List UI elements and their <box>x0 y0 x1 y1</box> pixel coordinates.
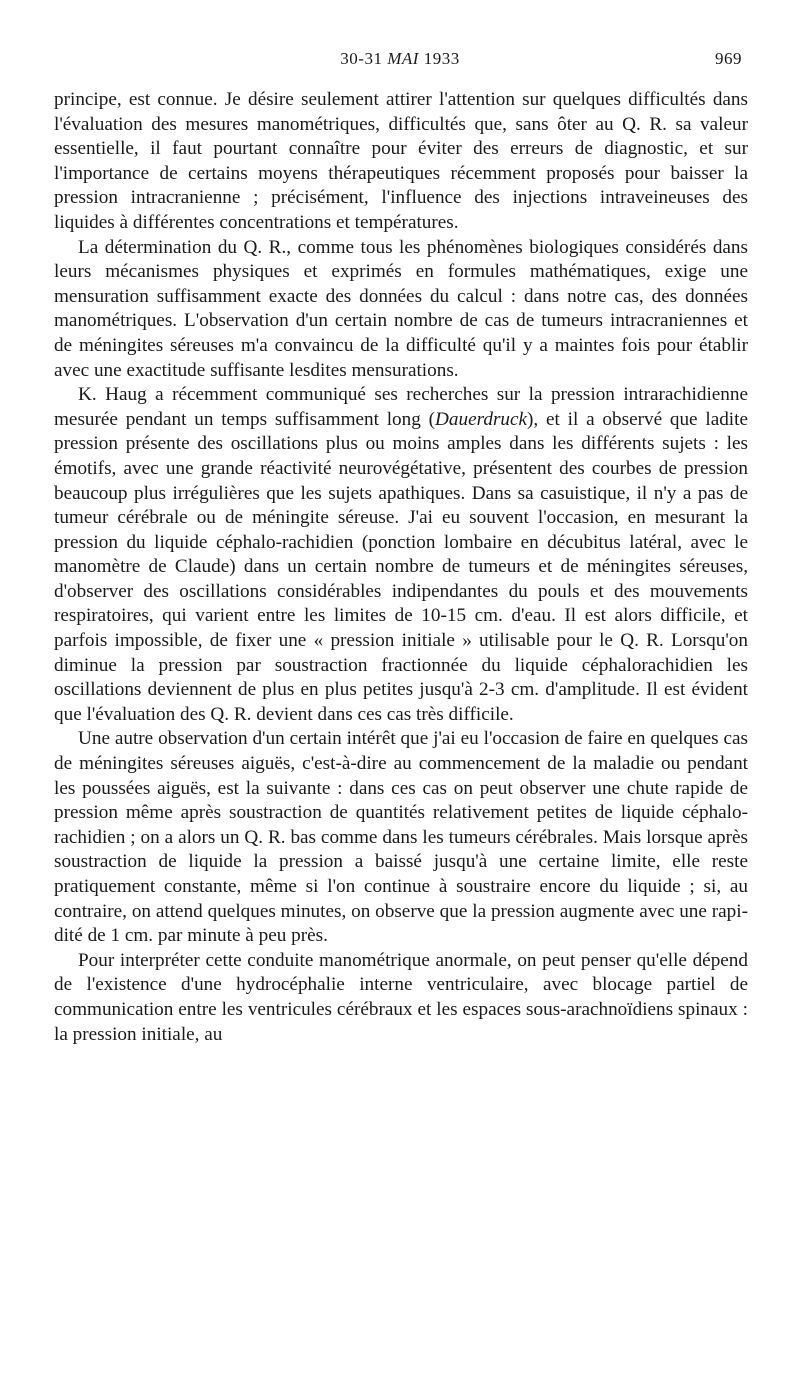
header-year: 1933 <box>423 49 460 68</box>
paragraph-3-part-2: ), et il a observé que ladite pression présente des oscillations plus ou moins amples dans les différents sujets : les émotifs, avec une grande réactivité neurovégétative, présentent des courbes de pression beaucoup plus irrégulières que les sujets apathiques. Dans sa casuistique, il n'y a pas de tumeur cérébrale ou de méningite séreuse. J'ai eu souvent l'occasion, en mesurant la pression du liquide céphalo-rachidien (ponction lombaire en décubitus latéral, avec le manomètre de Claude) dans un certain nombre de tumeurs et de méningites séreuses, d'observer des oscillations considérables indipendantes du pouls et des mouvements respiratoires, qui varient entre les limites de 10-15 cm. d'eau. Il est alors difficile, et parfois impossible, de fixer une « pression initiale » utilisable pour le Q. R. Lorsqu'on diminue la pression par soustraction fractionnée du liquide céphalorachidien les oscillations deviennent de plus en plus petites jusqu'à 2-3 cm. d'amplitude. Il est évident que l'évaluation des Q. R. devient dans ces cas très difficile. <box>54 408 748 725</box>
running-head <box>0 46 800 72</box>
paragraph-3-part-1: K. Haug a récemment communiqué ses recherches sur la pression intrarachidienne mesurée pendant un temps suffisamment long ( <box>54 384 748 430</box>
paragraph-4: Une autre observation d'un certain intérêt que j'ai eu l'occasion de faire en quelques cas de méningites séreuses aiguës, c'est-à-dire au commencement de la maladie ou pendant les poussées aiguës, est la suivante : dans ces cas on peut observer une chute rapide de pression même après soustraction de quantités relativement petites de liquide céphalo-rachidien ; on a alors un Q. R. bas comme dans les tumeurs cérébrales. Mais lorsque après soustraction de liquide la pression a baissé jusqu'à une certaine limite, elle reste pratiquement constante, même si l'on continue à soustraire encore du liquide ; si, au contraire, on attend quelques minutes, on observe que la pression augmente avec une rapidité de 1 cm. par minute à peu près. <box>54 728 748 947</box>
paragraph-2: La détermination du Q. R., comme tous les phénomènes biologiques considérés dans leurs mécanismes physiques et exprimés en formules mathématiques, exige une mensuration suffisamment exacte des données du calcul : dans notre cas, des données manométriques. L'observation d'un certain nombre de cas de tumeurs intracraniennes et de méningites séreuses m'a convaincu de la difficulté qu'il y a maintes fois pour établir avec une exactitude suffisante lesdites mensurations. <box>54 236 748 381</box>
paragraph-5: Pour interpréter cette conduite manométrique anormale, on peut penser qu'elle dépend de l'existence d'une hydrocéphalie interne ventriculaire, avec blocage partiel de communication entre les ventricules cérébraux et les espaces sous-arachnoïdiens spinaux : la pression initiale, au <box>54 949 748 1045</box>
italic-term: Dauerdruck <box>435 408 528 430</box>
header-date-line <box>0 46 800 72</box>
header-journal: MAI <box>387 49 419 68</box>
header-dates: 30-31 <box>340 49 383 68</box>
paragraph-3 <box>54 383 748 727</box>
paragraph-1: principe, est connue. Je désire seulement attirer l'attention sur quelques difficultés dans l'évaluation des mesures manométriques, difficultés que, sans ôter au Q. R. sa valeur essentielle, il faut pourtant connaître pour éviter des erreurs de diagnostic, et sur l'importance de certains moyens thérapeutiques récemment proposés pour baisser la pression intracranienne ; précisément, l'influence des injections intraveineuses des liquides à différentes concentrations et températures. <box>54 89 748 233</box>
article-body <box>54 88 748 1047</box>
page-number: 969 <box>715 49 742 68</box>
